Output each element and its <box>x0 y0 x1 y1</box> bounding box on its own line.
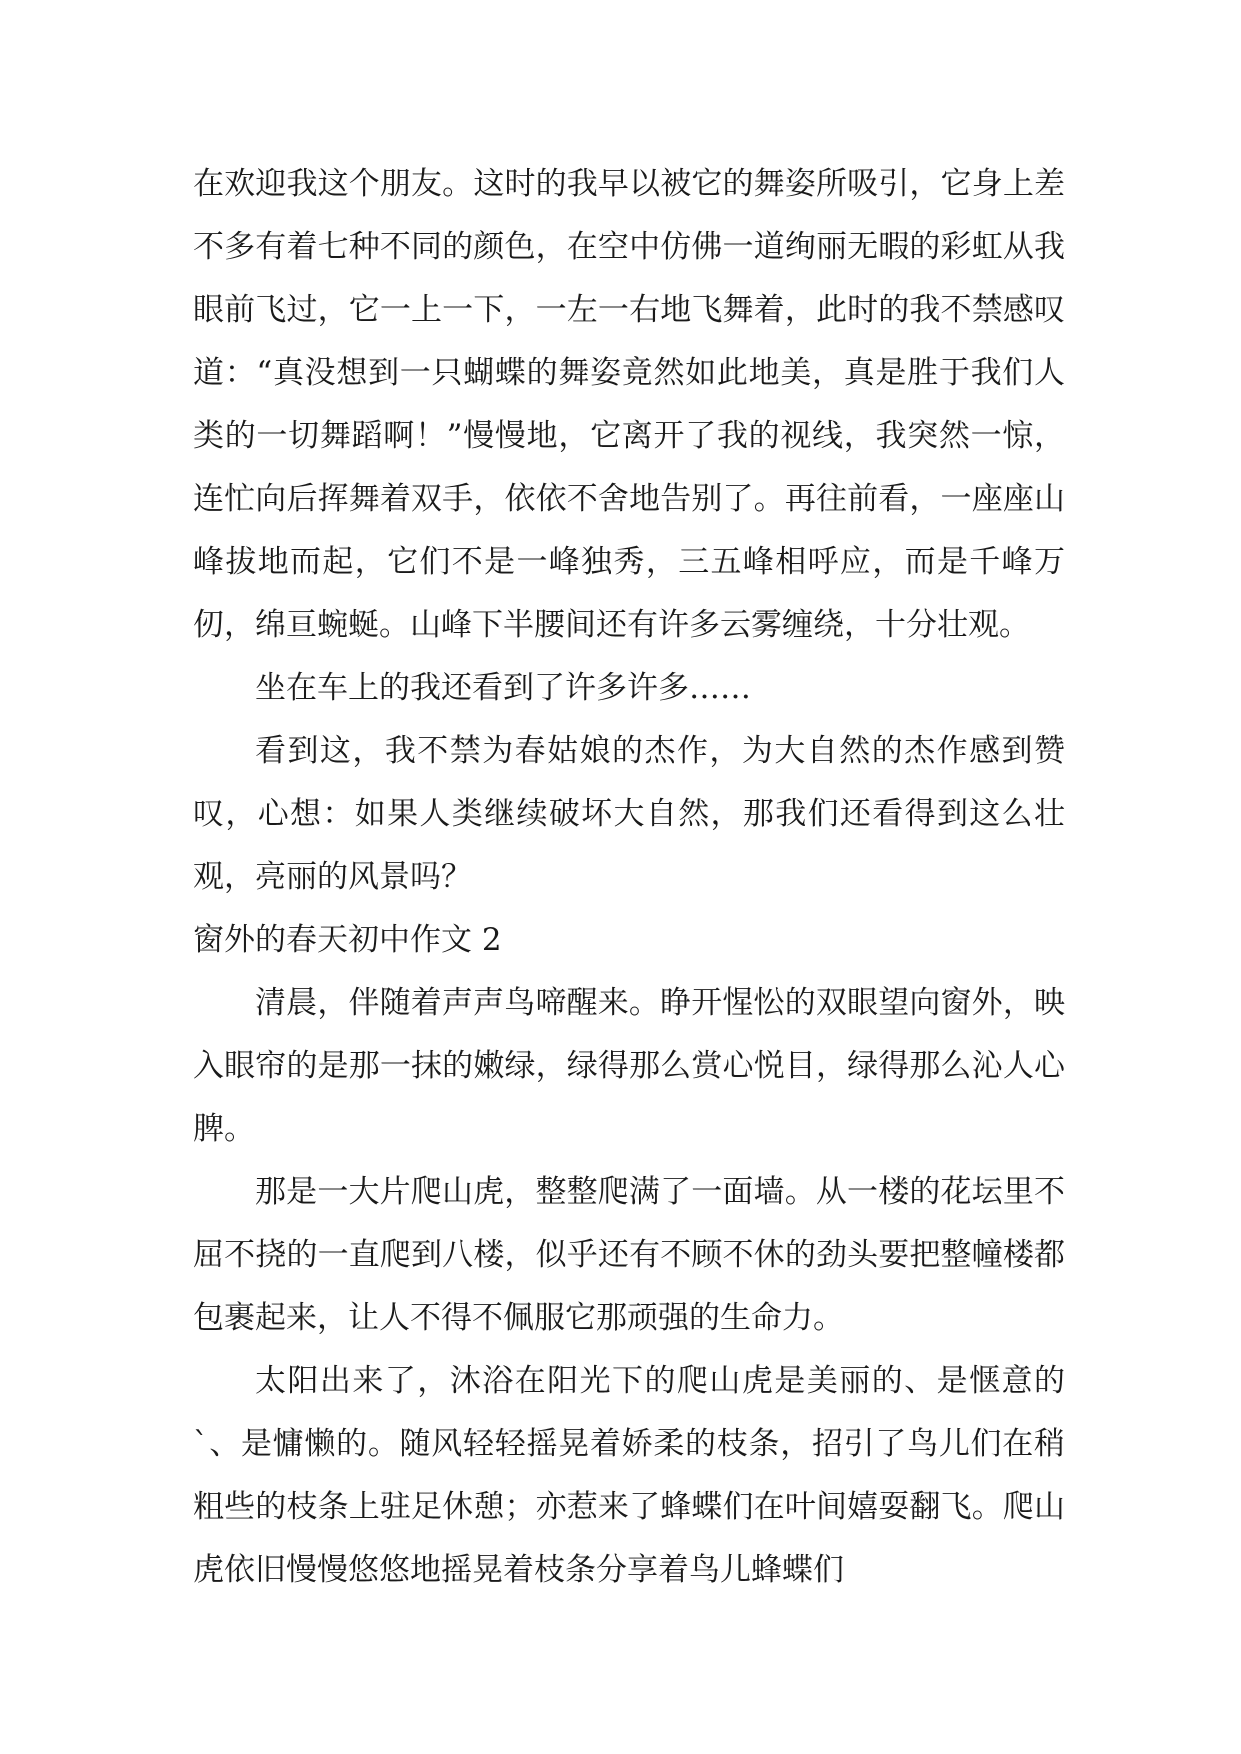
document-body <box>193 153 1065 1602</box>
paragraph-butterfly-mountains: 在欢迎我这个朋友。这时的我早以被它的舞姿所吸引，它身上差不多有着七种不同的颜色，在空中仿佛一道绚丽无暇的彩虹从我眼前飞过，它一上一下，一左一右地飞舞着，此时的我不禁感叹道：“真没想到一只蝴蝶的舞姿竟然如此地美，真是胜于我们人类的一切舞蹈啊！”慢慢地，它离开了我的视线，我突然一惊，连忙向后挥舞着双手，依依不舍地告别了。再往前看，一座座山峰拔地而起，它们不是一峰独秀，三五峰相呼应，而是千峰万仞，绵亘蜿蜒。山峰下半腰间还有许多云雾缠绕，十分壮观。 <box>193 166 1065 643</box>
paragraph-sunlit-ivy: 太阳出来了，沐浴在阳光下的爬山虎是美丽的、是惬意的`、是慵懒的。随风轻轻摇晃着娇柔的枝条，招引了鸟儿们在稍粗些的枝条上驻足休憩；亦惹来了蜂蝶们在叶间嬉耍翻飞。爬山虎依旧慢慢悠悠地摇晃着枝条分享着鸟儿蜂蝶们 <box>193 1363 1065 1588</box>
paragraph-morning-window: 清晨，伴随着声声鸟啼醒来。睁开惺忪的双眼望向窗外，映入眼帘的是那一抹的嫩绿，绿得那么赏心悦目，绿得那么沁人心脾。 <box>193 985 1065 1147</box>
paragraph-saw-much-more: 坐在车上的我还看到了许多许多…… <box>255 670 751 706</box>
paragraph-ivy-wall: 那是一大片爬山虎，整整爬满了一面墙。从一楼的花坛里不屈不挠的一直爬到八楼，似乎还有不顾不休的劲头要把整幢楼都包裹起来，让人不得不佩服它那顽强的生命力。 <box>193 1174 1065 1336</box>
essay-heading: 窗外的春天初中作文 2 <box>193 922 502 958</box>
paragraph-admire-nature: 看到这，我不禁为春姑娘的杰作，为大自然的杰作感到赞叹，心想：如果人类继续破坏大自然，那我们还看得到这么壮观，亮丽的风景吗？ <box>193 733 1065 895</box>
